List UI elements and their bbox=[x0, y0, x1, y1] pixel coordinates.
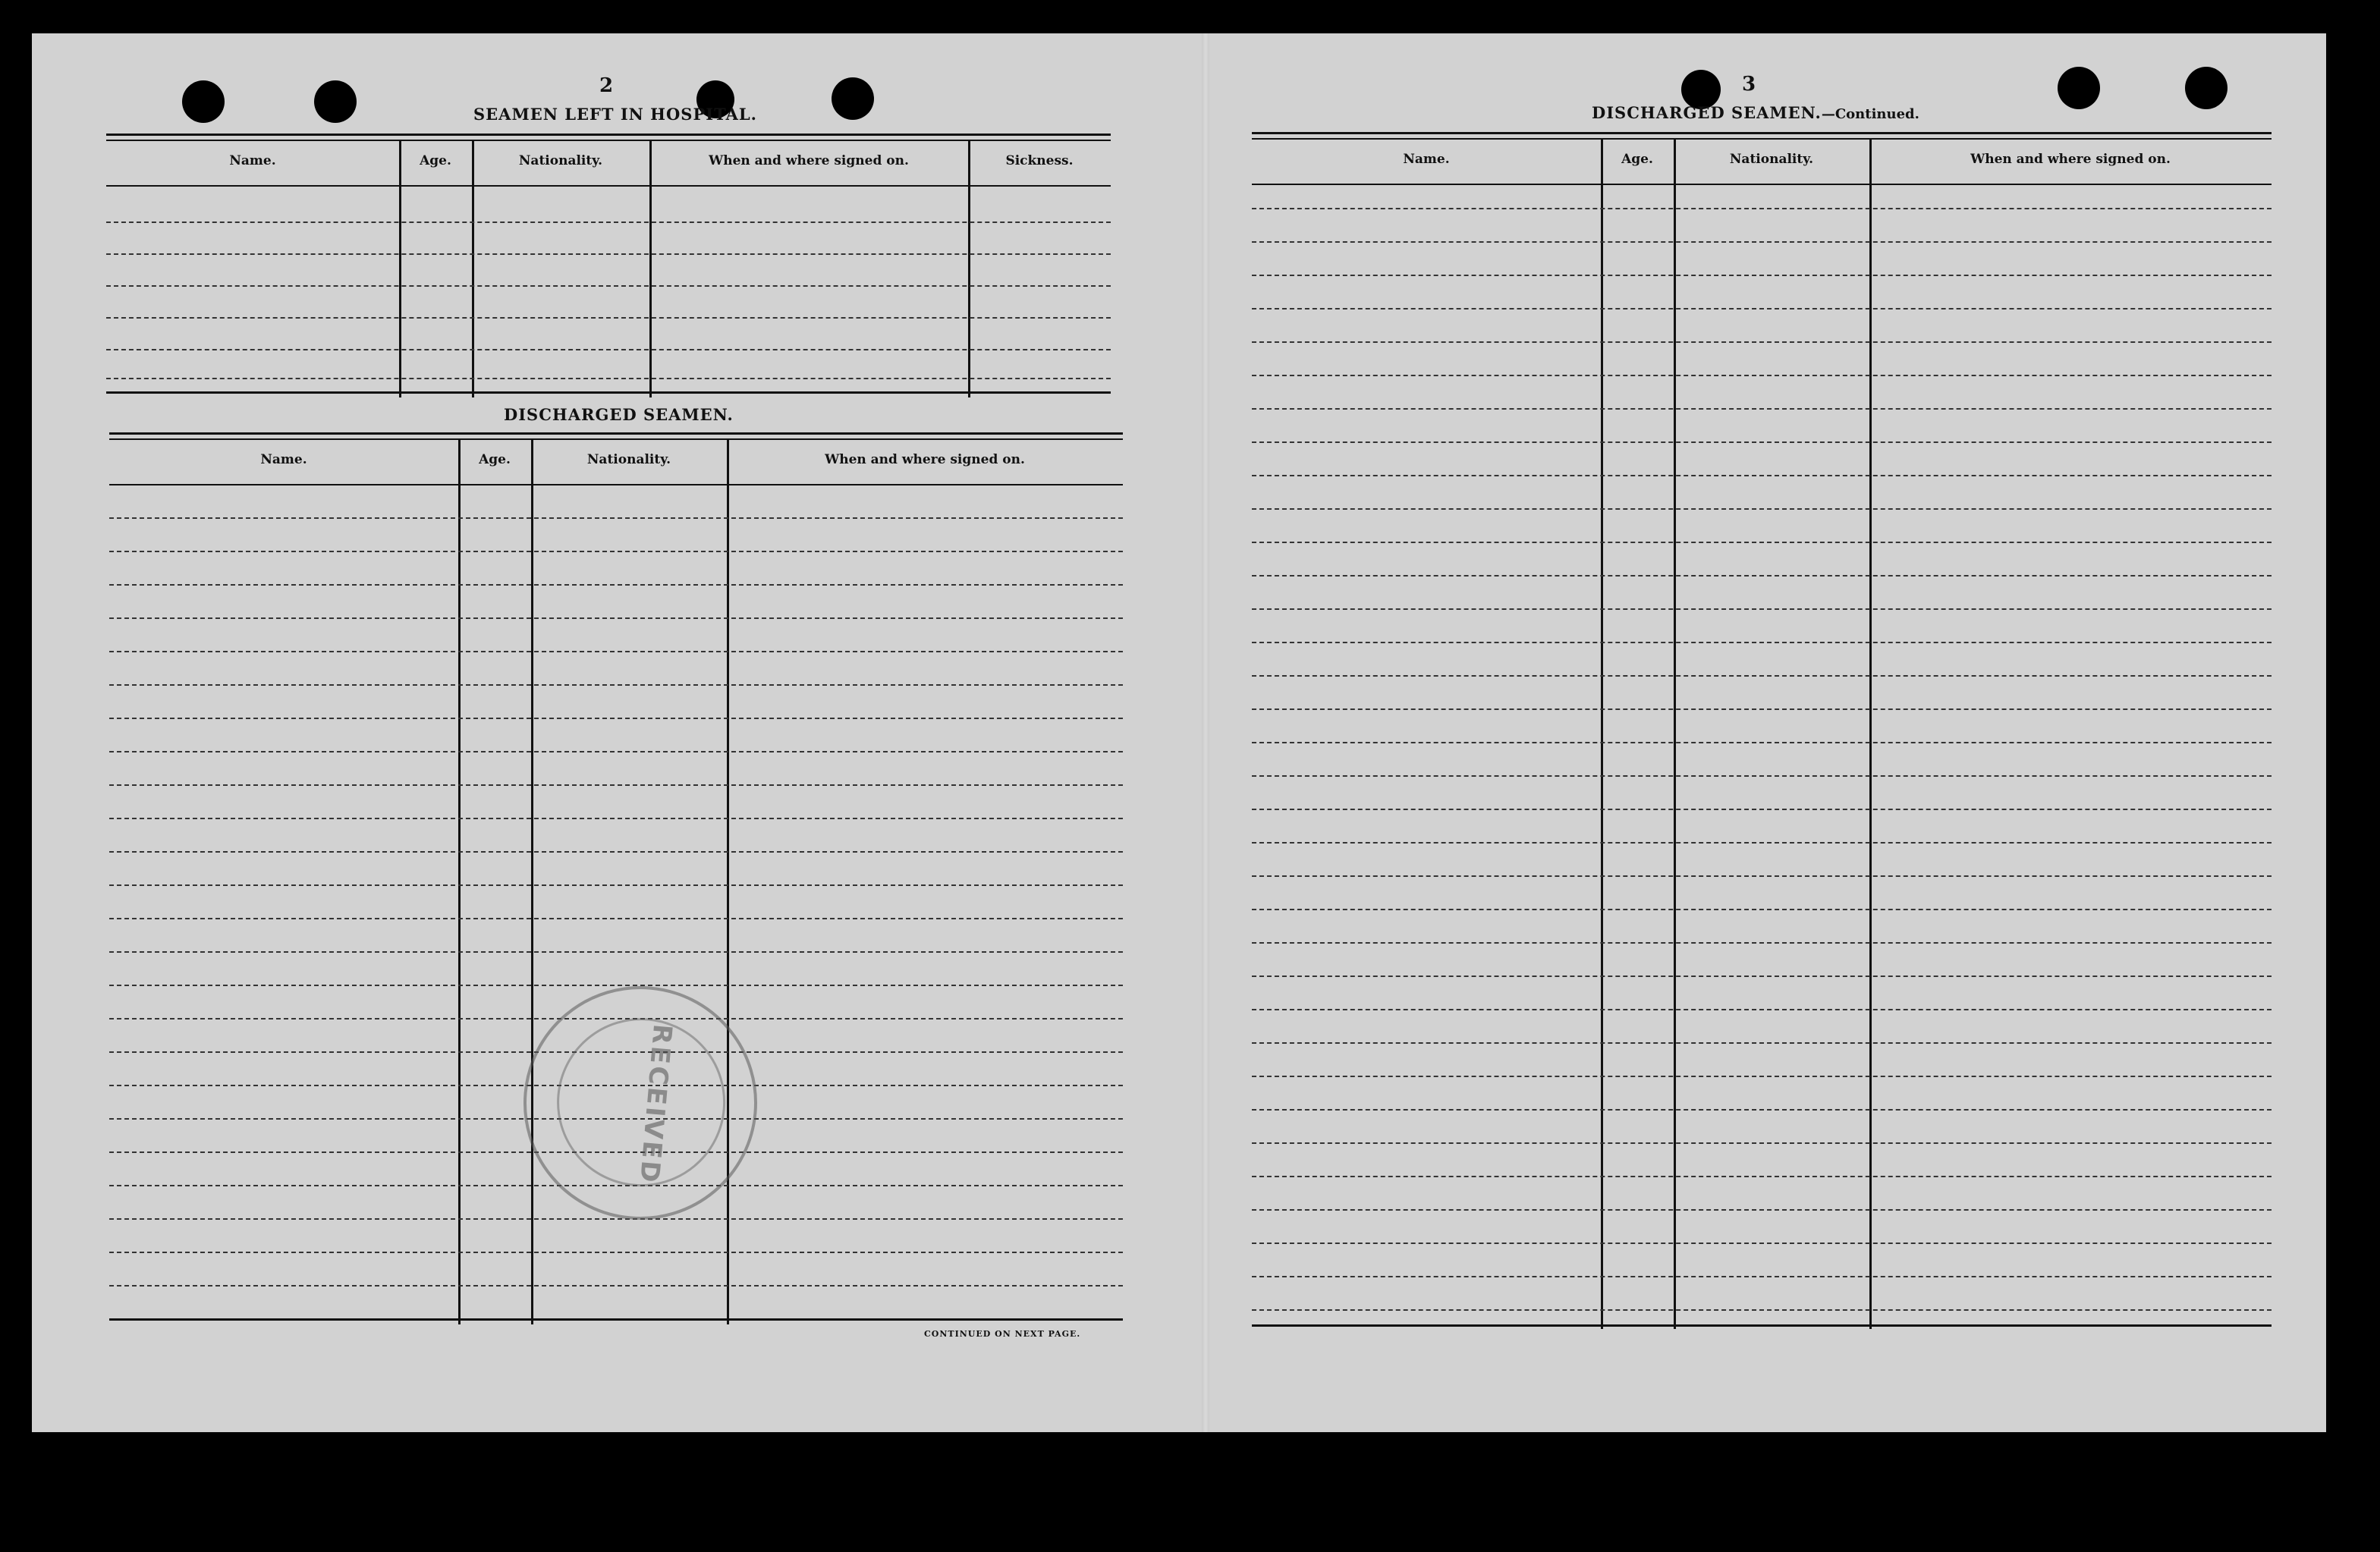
column-header-sickness: Sickness. bbox=[1005, 153, 1074, 168]
page-fold bbox=[1202, 33, 1209, 1432]
punch-hole bbox=[2058, 67, 2100, 109]
punch-hole bbox=[832, 77, 874, 120]
column-header-nationality: Nationality. bbox=[518, 153, 603, 168]
column-header-age: Age. bbox=[1621, 152, 1653, 167]
punch-hole bbox=[314, 80, 357, 123]
punch-hole bbox=[182, 80, 225, 123]
column-header-when-where: When and where signed on. bbox=[825, 452, 1025, 467]
discharged-table-right bbox=[1252, 132, 2272, 1329]
page-number-left: 2 bbox=[599, 74, 614, 97]
discharged-section-title-right: DISCHARGED SEAMEN.—Continued. bbox=[1592, 103, 1919, 122]
column-header-when-where: When and where signed on. bbox=[709, 153, 909, 168]
column-header-name: Name. bbox=[1403, 152, 1450, 167]
column-header-age: Age. bbox=[479, 452, 511, 467]
column-header-nationality: Nationality. bbox=[1729, 152, 1814, 167]
column-header-nationality: Nationality. bbox=[586, 452, 671, 467]
stamp-text: RECEIVED bbox=[633, 1023, 678, 1186]
scan-edge-mark bbox=[65, 1468, 74, 1551]
hospital-section-title: SEAMEN LEFT IN HOSPITAL. bbox=[473, 105, 757, 124]
continued-footer: CONTINUED ON NEXT PAGE. bbox=[924, 1329, 1081, 1339]
column-header-when-where: When and where signed on. bbox=[1970, 152, 2171, 167]
column-header-name: Name. bbox=[229, 153, 276, 168]
page-number-right: 3 bbox=[1742, 73, 1756, 96]
column-header-name: Name. bbox=[260, 452, 307, 467]
discharged-section-title-left: DISCHARGED SEAMEN. bbox=[504, 405, 734, 424]
punch-hole bbox=[2185, 67, 2228, 109]
column-header-age: Age. bbox=[420, 153, 451, 168]
hospital-table bbox=[106, 134, 1111, 397]
